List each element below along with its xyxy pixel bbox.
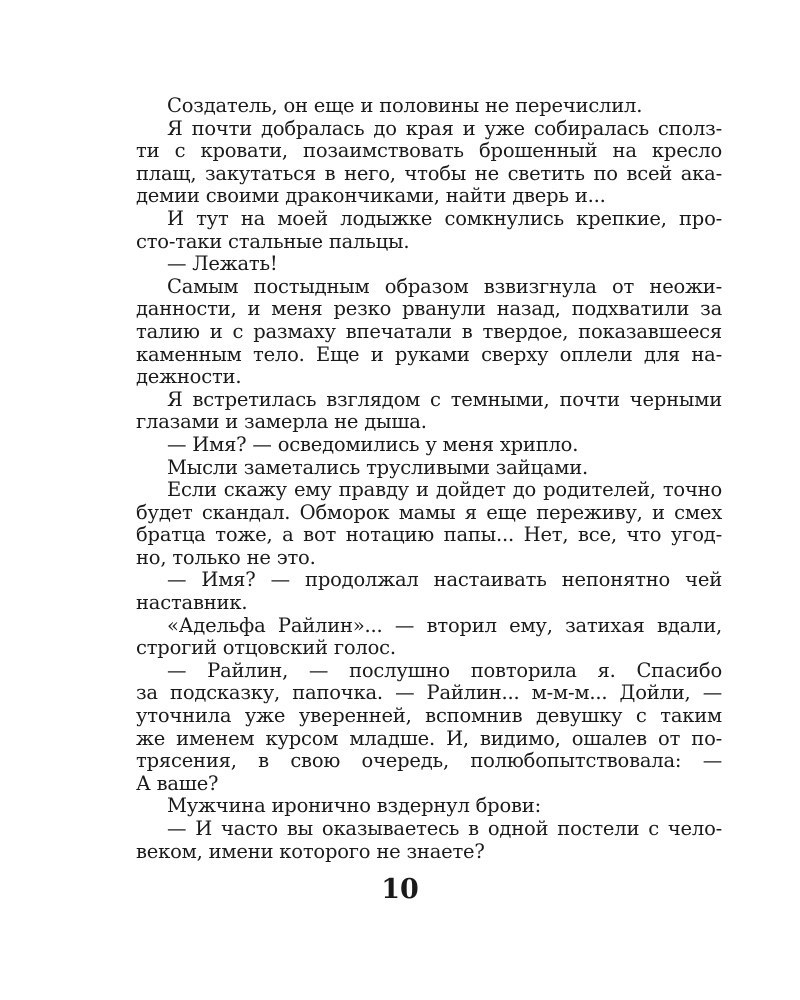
text-line: — Райлин, — послушно повторила я. Спасибо	[167, 658, 722, 682]
text-line: — И часто вы оказываетесь в одной постели с чело-	[167, 817, 722, 840]
page-number: 10	[381, 874, 419, 905]
text-line: уточнила уже уверенней, вспомнив девушку с таким	[136, 704, 722, 728]
text-line: данности, и меня резко рванули назад, подхватили за	[136, 297, 722, 321]
text-line: но, только не это.	[136, 545, 316, 569]
text-line: Мысли заметались трусливыми зайцами.	[167, 455, 588, 479]
text-line: братца тоже, а вот нотацию папы... Нет, все, что угод-	[136, 523, 722, 547]
text-line: трясения, в свою очередь, полюбопытствовала: —	[136, 749, 722, 773]
text-line: талию и с размаху впечатали в твердое, показавшееся	[136, 319, 722, 343]
text-line: сто-таки стальные пальцы.	[136, 229, 410, 253]
text-line: А ваше?	[136, 771, 219, 795]
text-line: строгий отцовский голос.	[136, 636, 396, 660]
text-line: наставник.	[136, 591, 248, 615]
text-line: — Лежать!	[167, 252, 278, 276]
text-line: — Имя? — осведомились у меня хрипло.	[167, 432, 579, 456]
text-line: же именем курсом младше. И, видимо, ошалев от по-	[136, 726, 722, 750]
text-line: ти с кровати, позаимствовать брошенный на кресло	[136, 139, 722, 163]
text-line: глазами и замерла не дыша.	[136, 410, 427, 434]
text-line: дежности.	[136, 365, 242, 389]
text-line: за подсказку, папочка. — Райлин... м-м-м... Дойли, —	[136, 681, 722, 705]
text-line: «Адельфа Райлин»... — вторил ему, затихая вдали,	[167, 613, 722, 637]
text-line: демии своими дракончиками, найти дверь и...	[136, 184, 606, 208]
text-line: каменным тело. Еще и руками сверху оплели для на-	[136, 342, 722, 366]
text-line: Если скажу ему правду и дойдет до родителей, точно	[167, 478, 722, 502]
text-line: И тут на моей лодыжке сомкнулись крепкие, про-	[167, 206, 722, 230]
text-line: Создатель, он еще и половины не перечислил.	[167, 94, 643, 117]
text-line: плащ, закутаться в него, чтобы не светить по всей ака-	[136, 161, 722, 185]
text-line: Самым постыдным образом взвизгнула от неожи-	[167, 274, 722, 298]
text-line: — Имя? — продолжал настаивать непонятно чей	[167, 568, 722, 592]
body-text	[136, 95, 722, 863]
text-line: Я почти добралась до края и уже собиралась сполз-	[167, 116, 722, 140]
text-line: будет скандал. Обморок мамы я еще переживу, и смех	[136, 500, 722, 524]
text-line: веком, имени которого не знаете?	[136, 839, 485, 863]
text-line: Я встретилась взглядом с темными, почти черными	[167, 387, 722, 411]
text-line: Мужчина иронично вздернул брови:	[167, 794, 541, 818]
